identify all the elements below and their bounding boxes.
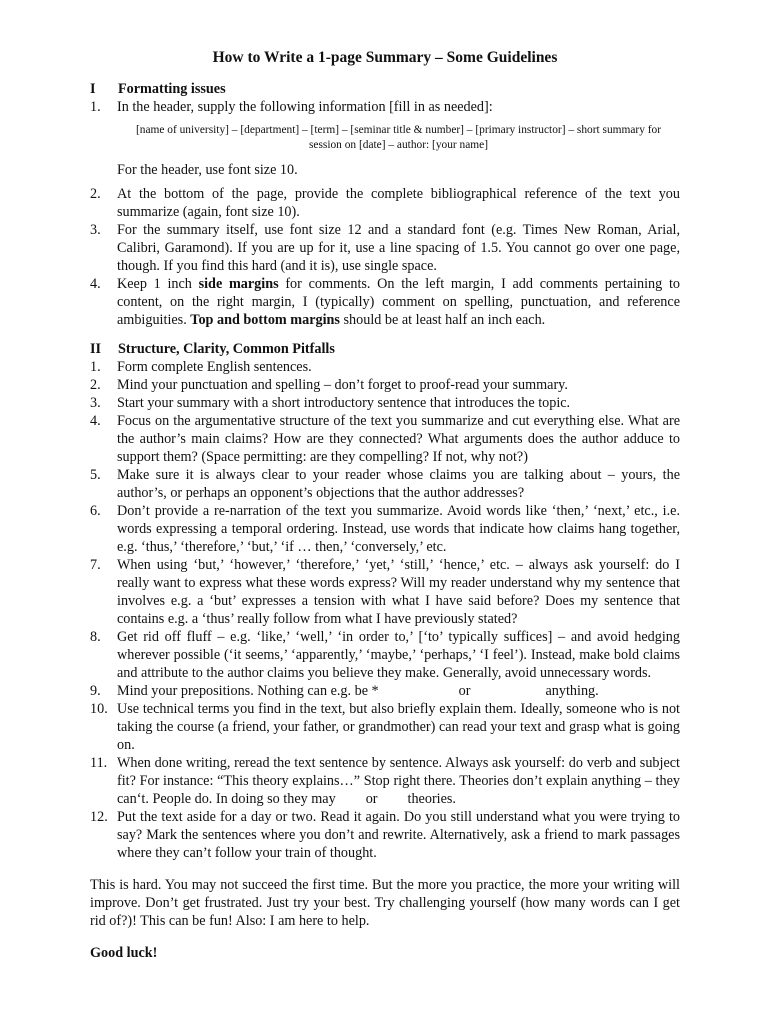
item-text: Start your summary with a short introductory sentence that introduces the topic. bbox=[117, 395, 571, 411]
section-numeral: II bbox=[90, 341, 102, 357]
section-heading-formatting bbox=[90, 80, 680, 98]
item-text: Get rid off fluff – e.g. ‘like,’ ‘well,’ ‘in order to,’ [‘to’ typically suffices] – and avoid hedging wherever possible (‘it seems,’ ‘apparently,’ ‘maybe,’ ‘perhaps,’ ‘I feel’). Instead, make bold claims and attribute to the author claims you believe they make. Generally, avoid unnecessary words. bbox=[117, 629, 680, 681]
section-numeral: I bbox=[90, 81, 96, 97]
item-number: 2. bbox=[90, 377, 101, 393]
list-item bbox=[90, 98, 680, 116]
list-item bbox=[90, 502, 680, 556]
bold-term-top-bottom-margins: Top and bottom margins bbox=[190, 312, 340, 328]
list-item bbox=[90, 221, 680, 275]
item-text: In the header, supply the following information [fill in as needed]: bbox=[117, 99, 493, 115]
list-item bbox=[90, 376, 680, 394]
item-text bbox=[117, 275, 680, 329]
item-text: When using ‘but,’ ‘however,’ ‘therefore,’ ‘yet,’ ‘still,’ ‘hence,’ etc. – always ask yourself: do I really want to express what these words express? Will my reader understand why my sentence that involves e.g. a ‘but’ expresses a tension with what I have said before? Does my sentence that contains e.g. a ‘thus’ really follow from what I have previously stated? bbox=[117, 557, 680, 627]
item-text: For the summary itself, use font size 12 and a standard font (e.g. Times New Roman, Arial, Calibri, Garamond). If you are up for it, use a line spacing of 1.5. You cannot go over one page, though. If you find this hard (and it is), use single space. bbox=[117, 222, 680, 274]
item-number: 2. bbox=[90, 186, 101, 202]
list-item bbox=[90, 185, 680, 221]
item-text: At the bottom of the page, provide the complete bibliographical reference of the text you summarize (again, font size 10). bbox=[117, 186, 680, 220]
item-text: Use technical terms you find in the text, but also briefly explain them. Ideally, someone who is not taking the course (a friend, your father, or grandmother) can read your text and grasp what is going on. bbox=[117, 701, 680, 753]
item-text: Mind your punctuation and spelling – don’t forget to proof-read your summary. bbox=[117, 377, 568, 393]
item-text-part: Mind your prepositions. Nothing can e.g. be * bbox=[117, 683, 379, 699]
item-text-part: anything. bbox=[545, 683, 599, 699]
item-text-part: When done writing, reread the text sentence by sentence. Always ask yourself: do verb and subject fit? For instance: “This theory explains…” Stop right there. Theories don’t explain anything – they can‘t. People do. In doing so they may bbox=[117, 755, 680, 807]
list-item bbox=[90, 466, 680, 502]
item-text-part: or bbox=[458, 683, 471, 699]
item-text-part: for comments. On the left margin, I add comments pertaining to content, on the right margin, I (typically) comment on spelling, punctuation, and reference ambiguities. bbox=[117, 276, 680, 328]
formatting-list-continued bbox=[90, 185, 680, 329]
item-number: 9. bbox=[90, 683, 101, 699]
document-page bbox=[90, 48, 680, 962]
item-text-part: or bbox=[365, 791, 378, 807]
closing-paragraph: This is hard. You may not succeed the first time. But the more you practice, the more your writing will improve. Don’t get frustrated. Just try your best. Try challenging yourself (how many words can I get rid of?)! This can be fun! Also: I am here to help. bbox=[90, 877, 680, 929]
item-text: Make sure it is always clear to your reader whose claims you are talking about – yours, the author’s, or perhaps an opponent’s objections that the author addresses? bbox=[117, 467, 680, 501]
item-text-part: should be at least half an inch each. bbox=[339, 312, 546, 328]
item-number: 12. bbox=[90, 809, 108, 825]
item-text: Focus on the argumentative structure of the text you summarize and cut everything else. What are the author’s main claims? How are they connected? What arguments does the author adduce to support them? (Space permitting: are they compelling? If not, why not?) bbox=[117, 413, 680, 465]
item-text-part: Keep 1 inch bbox=[117, 276, 199, 292]
item-number: 8. bbox=[90, 629, 101, 645]
bold-term-side-margins: side margins bbox=[198, 276, 279, 292]
structure-list bbox=[90, 358, 680, 862]
item-text: Don’t provide a re-narration of the text you summarize. Avoid words like ‘then,’ ‘next,’ etc., i.e. words expressing a temporal ordering. Instead, use words that indicate how claims hang together, e.g. ‘thus,’ ‘therefore,’ ‘but,’ ‘if … then,’ ‘conversely,’ etc. bbox=[117, 503, 680, 555]
header-example: [name of university] – [department] – [term] – [seminar title & number] – [primary instructor] – short summary for session on [date] – author: [your name] bbox=[135, 124, 662, 151]
list-item bbox=[90, 754, 680, 808]
item-number: 3. bbox=[90, 222, 101, 238]
list-item bbox=[90, 700, 680, 754]
item-text bbox=[117, 754, 680, 808]
item-number: 7. bbox=[90, 557, 101, 573]
item-number: 1. bbox=[90, 99, 101, 115]
header-font-note: For the header, use font size 10. bbox=[117, 162, 298, 178]
list-item bbox=[90, 808, 680, 862]
list-item bbox=[90, 412, 680, 466]
section-title: Formatting issues bbox=[118, 81, 226, 97]
list-item bbox=[90, 556, 680, 628]
item-number: 4. bbox=[90, 413, 101, 429]
item-text: Form complete English sentences. bbox=[117, 359, 312, 375]
sign-off: Good luck! bbox=[90, 945, 158, 962]
document-title: How to Write a 1-page Summary – Some Guidelines bbox=[212, 49, 558, 66]
list-item bbox=[90, 682, 680, 700]
item-text: Put the text aside for a day or two. Read it again. Do you still understand what you were trying to say? Mark the sentences where you don’t and rewrite. Alternatively, ask a friend to mark passages where they can’t follow your train of thought. bbox=[117, 809, 680, 861]
list-item bbox=[90, 628, 680, 682]
item-number: 4. bbox=[90, 276, 101, 292]
item-text-part: theories. bbox=[407, 791, 456, 807]
list-item bbox=[90, 358, 680, 376]
item-number: 3. bbox=[90, 395, 101, 411]
list-item bbox=[90, 275, 680, 329]
item-number: 1. bbox=[90, 359, 101, 375]
item-number: 5. bbox=[90, 467, 101, 483]
item-number: 10. bbox=[90, 701, 108, 717]
list-item bbox=[90, 394, 680, 412]
item-number: 6. bbox=[90, 503, 101, 519]
section-heading-structure bbox=[90, 340, 680, 358]
item-text bbox=[117, 682, 680, 700]
section-title: Structure, Clarity, Common Pitfalls bbox=[118, 341, 335, 357]
formatting-list bbox=[90, 98, 680, 116]
item-number: 11. bbox=[90, 755, 108, 771]
